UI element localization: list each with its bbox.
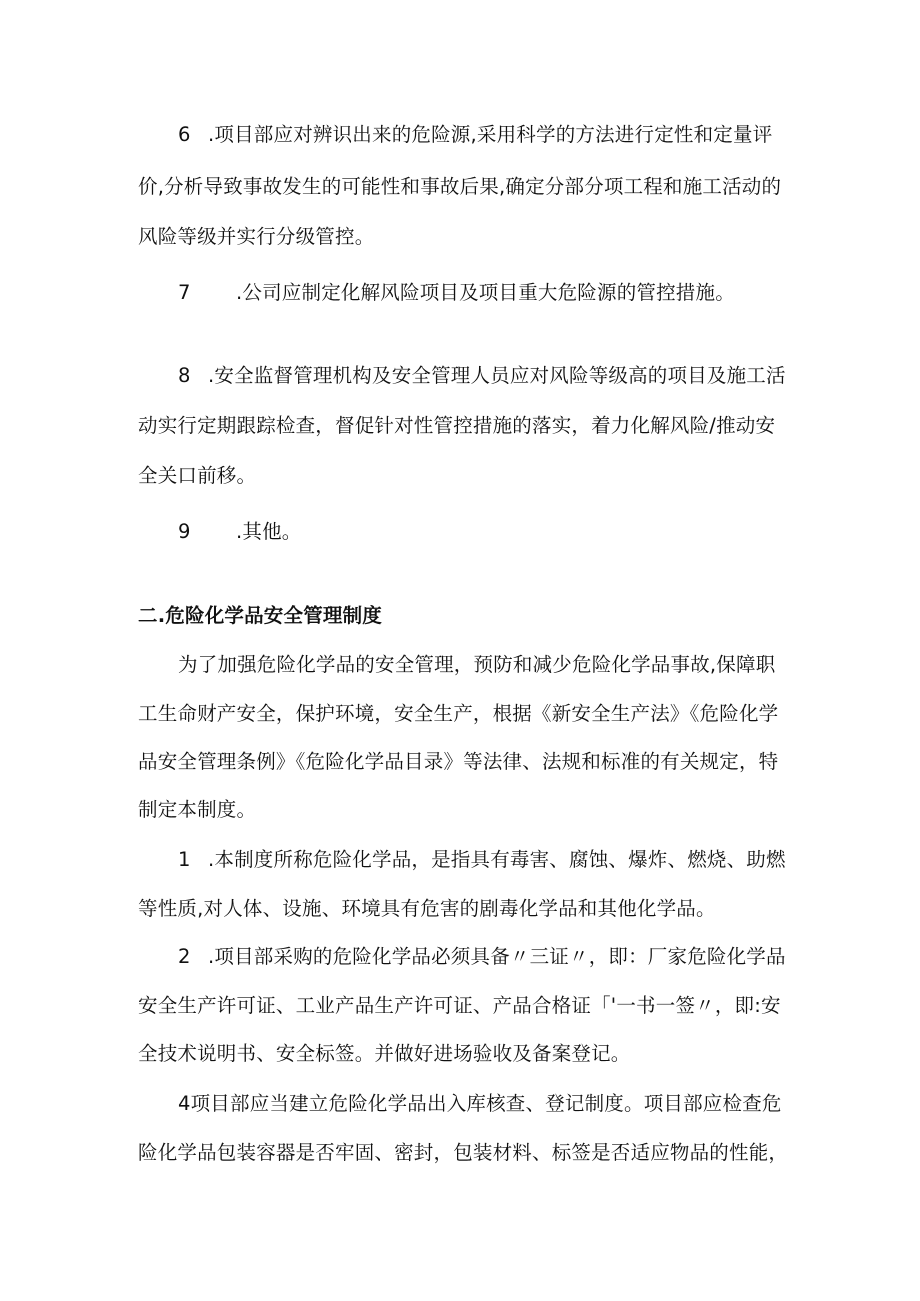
item-6-line-3: 风险等级并实行分级管控。 bbox=[138, 225, 375, 248]
item-9-line-1 bbox=[178, 519, 302, 545]
item-7-line-1 bbox=[178, 280, 735, 306]
para-1-text: .本制度所称危险化学品，是指具有毒害、腐蚀、爆炸、燃烧、助燃 bbox=[208, 848, 786, 871]
section-2-heading: 二.危险化学品安全管理制度 bbox=[138, 604, 383, 627]
item-6-number: 6 bbox=[178, 123, 191, 146]
intro-line-4: 制定本制度。 bbox=[138, 798, 257, 821]
intro-line-2: 工生命财产安全，保护环境，安全生产，根据《新安全生产法》《危险化学 bbox=[138, 702, 779, 725]
para-4-line-1: 4项目部应当建立危险化学品出入库核查、登记制度。项目部应检查危 bbox=[178, 1092, 782, 1115]
para-1-number: 1 bbox=[178, 848, 191, 871]
para-1-line-2: 等性质,对人体、设施、环境具有危害的剧毒化学品和其他化学品。 bbox=[138, 897, 716, 920]
intro-line-1: 为了加强危险化学品的安全管理，预防和减少危险化学品事故,保障职 bbox=[178, 653, 776, 676]
para-1-line-1 bbox=[178, 847, 786, 873]
para-2-number: 2 bbox=[178, 945, 191, 968]
item-9-number: 9 bbox=[178, 520, 191, 543]
para-2-text: .项目部采购的危险化学品必须具备〃三证〃，即：厂家危险化学品 bbox=[208, 945, 786, 968]
item-6-line-1 bbox=[178, 122, 772, 148]
para-2-line-1 bbox=[178, 944, 786, 970]
para-4-line-2: 险化学品包装容器是否牢固、密封，包装材料、标签是否适应物品的性能， bbox=[138, 1141, 789, 1164]
item-8-text: .安全监督管理机构及安全管理人员应对风险等级高的项目及施工活 bbox=[208, 364, 786, 387]
item-9-text: .其他。 bbox=[236, 520, 302, 543]
item-6-line-2: 价,分析导致事故发生的可能性和事故后果,确定分部分项工程和施工活动的 bbox=[138, 175, 782, 198]
item-8-number: 8 bbox=[178, 364, 191, 387]
item-7-text: .公司应制定化解风险项目及项目重大危险源的管控措施。 bbox=[236, 281, 735, 304]
item-6-text: .项目部应对辨识出来的危险源,采用科学的方法进行定性和定量评 bbox=[208, 123, 773, 146]
item-8-line-3: 全关口前移。 bbox=[138, 464, 257, 487]
item-8-line-1 bbox=[178, 363, 786, 389]
para-2-line-2: 安全生产许可证、工业产品生产许可证、产品合格证「'一书一签〃，即:安 bbox=[138, 994, 781, 1017]
item-8-line-2: 动实行定期跟踪检查，督促针对性管控措施的落实，着力化解风险/推动安 bbox=[138, 414, 776, 437]
intro-line-3: 品安全管理条例》《危险化学品目录》等法律、法规和标准的有关规定，特 bbox=[138, 750, 779, 773]
para-2-line-3: 全技术说明书、安全标签。并做好进场验收及备案登记。 bbox=[138, 1042, 631, 1065]
item-7-number: 7 bbox=[178, 281, 191, 304]
